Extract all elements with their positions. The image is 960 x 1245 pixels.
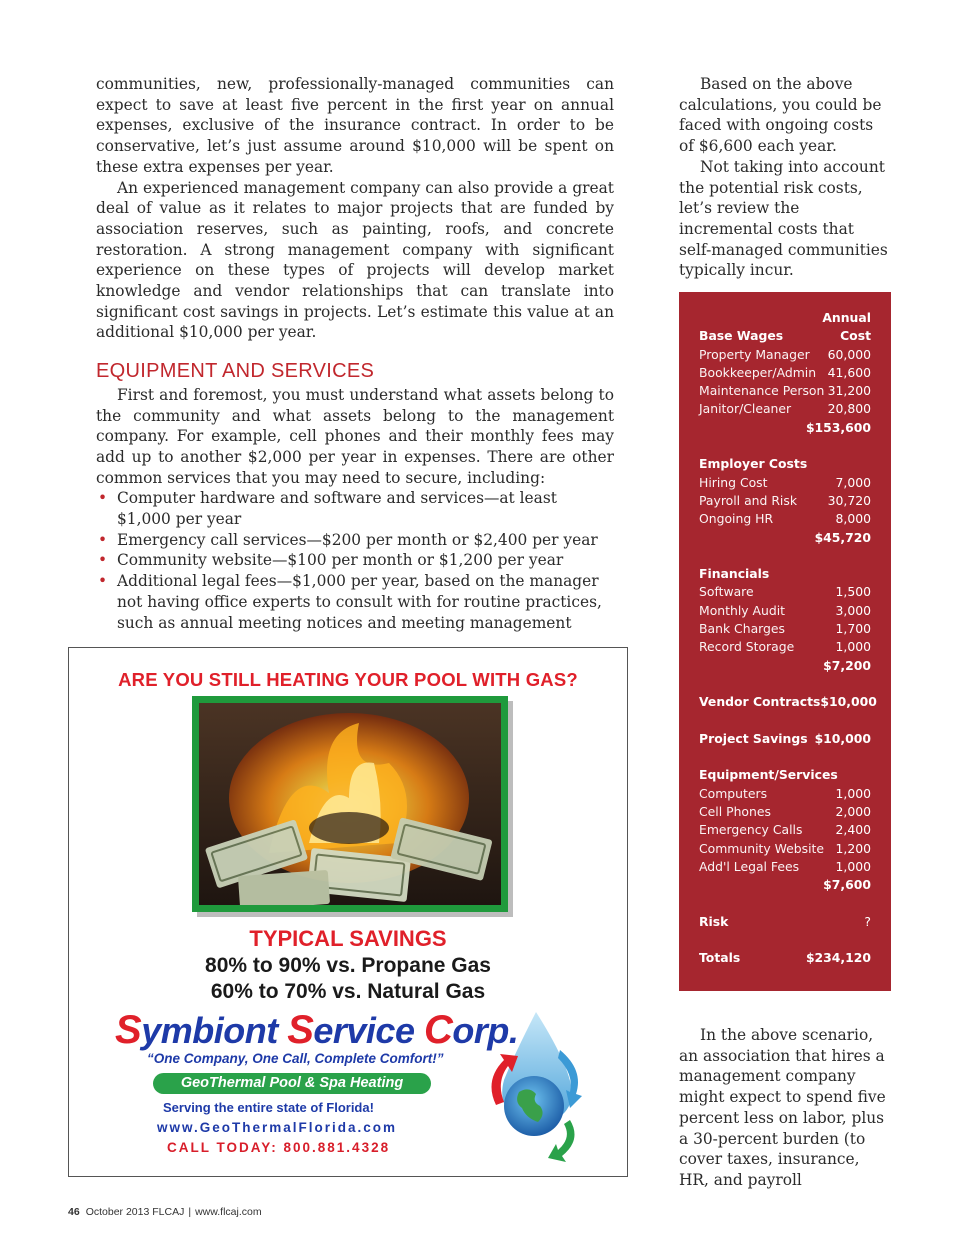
table-row <box>699 638 871 656</box>
row-label: Payroll and Risk <box>699 492 797 508</box>
bullet-icon: • <box>98 572 108 591</box>
row-value: 2,400 <box>835 822 871 838</box>
table-row <box>699 400 871 418</box>
table-row <box>699 474 871 492</box>
table-row <box>699 620 871 638</box>
ad-phone-number[interactable]: CALL TODAY: 800.881.4328 <box>167 1140 391 1155</box>
row-label: Risk <box>699 913 729 929</box>
row-value: $10,000 <box>820 694 877 710</box>
table-row <box>699 565 871 583</box>
total-value: $45,720 <box>814 529 871 545</box>
row-value: 1,500 <box>835 584 871 600</box>
row-value: 1,000 <box>835 858 871 874</box>
ad-savings-line: 60% to 70% vs. Natural Gas <box>210 980 486 1003</box>
row-label: Community Website <box>699 840 825 856</box>
brand-part: orp. <box>452 1010 519 1051</box>
row-label: Ongoing HR <box>699 511 774 527</box>
table-row <box>699 803 871 821</box>
page-number: 46 <box>68 1206 80 1218</box>
brand-letter: C <box>423 1008 453 1052</box>
list-item <box>96 571 614 633</box>
footer-url[interactable]: www.flcaj.com <box>195 1206 262 1218</box>
list-item-text: Additional legal fees—$1,000 per year, based on the manager not having office experts to consult with for routine practices, such as annual meeting notices and meeting management <box>117 572 602 632</box>
table-row <box>699 455 871 473</box>
row-label: Bank Charges <box>699 621 785 637</box>
row-value: 3,000 <box>835 602 871 618</box>
sidebar-paragraph: In the above scenario, an association that hires a management company might expect to spend five percent less on labor, plus a 30-percent burden (to cover taxes, insurance, HR, and payroll <box>679 1026 886 1189</box>
table-row <box>699 602 871 620</box>
ad-typical-savings: TYPICAL SAVINGS <box>249 926 447 951</box>
sidebar-top-text <box>679 74 889 281</box>
ad-service-pill: GeoThermal Pool & Spa Heating <box>153 1073 431 1094</box>
bullet-icon: • <box>98 489 108 508</box>
issue-info: October 2013 FLCAJ <box>85 1206 185 1218</box>
bullet-icon: • <box>98 551 108 570</box>
row-value: 1,000 <box>835 785 871 801</box>
section-total <box>699 657 871 675</box>
total-value: $7,600 <box>823 877 871 893</box>
table-row <box>699 382 871 400</box>
ad-website-link[interactable]: www.GeoThermalFlorida.com <box>157 1120 398 1135</box>
table-row <box>699 840 871 858</box>
row-value: $234,120 <box>805 950 871 966</box>
services-list <box>96 488 614 633</box>
table-row <box>699 510 871 528</box>
table-row <box>699 913 871 931</box>
article-main-column <box>96 74 614 633</box>
ad-serving-text: Serving the entire state of Florida! <box>163 1100 374 1115</box>
list-item <box>96 550 614 571</box>
table-header-row <box>699 309 871 327</box>
brand-part: ymbiont <box>141 1010 288 1051</box>
ad-photo-frame <box>192 696 508 912</box>
section-title: Financials <box>699 566 770 582</box>
row-label: Project Savings <box>699 730 808 746</box>
ad-headline: ARE YOU STILL HEATING YOUR POOL WITH GAS? <box>118 669 578 690</box>
total-value: $7,200 <box>823 657 871 673</box>
ad-savings-line: 80% to 90% vs. Propane Gas <box>205 954 491 977</box>
table-row <box>699 583 871 601</box>
list-item <box>96 488 614 529</box>
list-item <box>96 530 614 551</box>
row-value: 20,800 <box>827 401 871 417</box>
article-paragraph: First and foremost, you must understand what assets belong to the community and what assets belong to the management company. For example, cell phones and their monthly fees may add up to another $2,000 per year in expenses. There are other common services that you may need to secure, including: <box>96 385 614 487</box>
footer-separator: | <box>188 1206 192 1218</box>
table-row <box>699 766 871 784</box>
sidebar-paragraph: Not taking into account the potential risk costs, let’s review the incremental costs that self-managed communities typically incur. <box>679 157 888 280</box>
table-row <box>699 364 871 382</box>
ad-brand-name <box>115 1008 518 1053</box>
article-paragraph: An experienced management company can also provide a great deal of value as it relates to major projects that are funded by association reserves, such as painting, roofs, and concrete restoration. A strong management company with significant experience on these types of projects will develop market knowledge and vendor relationships that can translate into significant cost savings in projects. Let’s estimate this value at an additional $10,000 per year. <box>96 178 614 342</box>
burning-money-photo-icon <box>199 703 501 905</box>
row-label: Vendor Contracts <box>699 694 821 710</box>
row-value: 2,000 <box>835 804 871 820</box>
section-total <box>699 876 871 894</box>
row-value: 30,720 <box>827 492 871 508</box>
advertisement[interactable] <box>68 647 628 1177</box>
row-value: 1,000 <box>835 639 871 655</box>
table-row <box>699 858 871 876</box>
row-label: Property Manager <box>699 346 810 362</box>
section-heading: EQUIPMENT AND SERVICES <box>96 360 375 383</box>
cost-table <box>679 292 891 991</box>
row-value: 7,000 <box>835 474 871 490</box>
row-label: Bookkeeper/Admin <box>699 364 817 380</box>
row-value: 8,000 <box>835 511 871 527</box>
table-row <box>699 693 877 711</box>
row-value: 31,200 <box>827 383 871 399</box>
sidebar-bottom-text <box>679 1025 889 1191</box>
page-footer <box>68 1206 262 1218</box>
section-title: Employer Costs <box>699 456 808 472</box>
table-row <box>699 327 871 345</box>
section-total <box>699 419 871 437</box>
header-annual: Annual <box>822 310 871 325</box>
table-row <box>699 785 871 803</box>
row-value: $10,000 <box>814 730 871 746</box>
row-value: 41,600 <box>827 364 871 380</box>
burning-money-illustration <box>199 703 501 905</box>
brand-letter: S <box>115 1008 142 1052</box>
table-row <box>699 346 871 364</box>
row-label: Hiring Cost <box>699 474 768 490</box>
section-total <box>699 529 871 547</box>
brand-letter: S <box>287 1008 314 1052</box>
article-paragraph: communities, new, professionally-managed communities can expect to save at least five percent in the first year on annual expenses, exclusive of the insurance contract. In order to be conservative, let’s just assume around $10,000 will be spent on these extra expenses per year. <box>96 75 614 176</box>
section-title: Equipment/Services <box>699 767 838 783</box>
row-label: Software <box>699 584 754 600</box>
table-row <box>699 492 871 510</box>
table-row <box>699 949 871 967</box>
table-row <box>699 730 871 748</box>
row-label: Add'l Legal Fees <box>699 858 800 874</box>
row-label: Computers <box>699 785 768 801</box>
row-value: 1,200 <box>835 840 871 856</box>
row-label: Cell Phones <box>699 804 771 820</box>
list-item-text: Computer hardware and software and services—at least $1,000 per year <box>117 489 557 529</box>
row-label: Emergency Calls <box>699 822 803 838</box>
brand-part: ervice <box>313 1010 424 1051</box>
section-title: Base Wages <box>699 328 784 344</box>
bullet-icon: • <box>98 530 108 549</box>
row-value: ? <box>864 913 871 929</box>
ad-tagline: “One Company, One Call, Complete Comfort!” <box>147 1051 444 1066</box>
list-item-text: Emergency call services—$200 per month or $2,400 per year <box>117 530 598 549</box>
header-cost: Cost <box>840 328 871 344</box>
total-value: $153,600 <box>805 419 871 435</box>
row-label: Totals <box>699 950 741 966</box>
row-label: Maintenance Person <box>699 383 825 399</box>
row-value: 1,700 <box>835 621 871 637</box>
row-label: Janitor/Cleaner <box>699 401 792 417</box>
table-row <box>699 821 871 839</box>
row-label: Monthly Audit <box>699 602 786 618</box>
water-drop-globe-logo-icon <box>474 1010 592 1162</box>
sidebar-paragraph: Based on the above calculations, you could be faced with ongoing costs of $6,600 each year. <box>679 75 882 156</box>
row-value: 60,000 <box>827 346 871 362</box>
list-item-text: Community website—$100 per month or $1,200 per year <box>117 551 564 570</box>
row-label: Record Storage <box>699 639 795 655</box>
